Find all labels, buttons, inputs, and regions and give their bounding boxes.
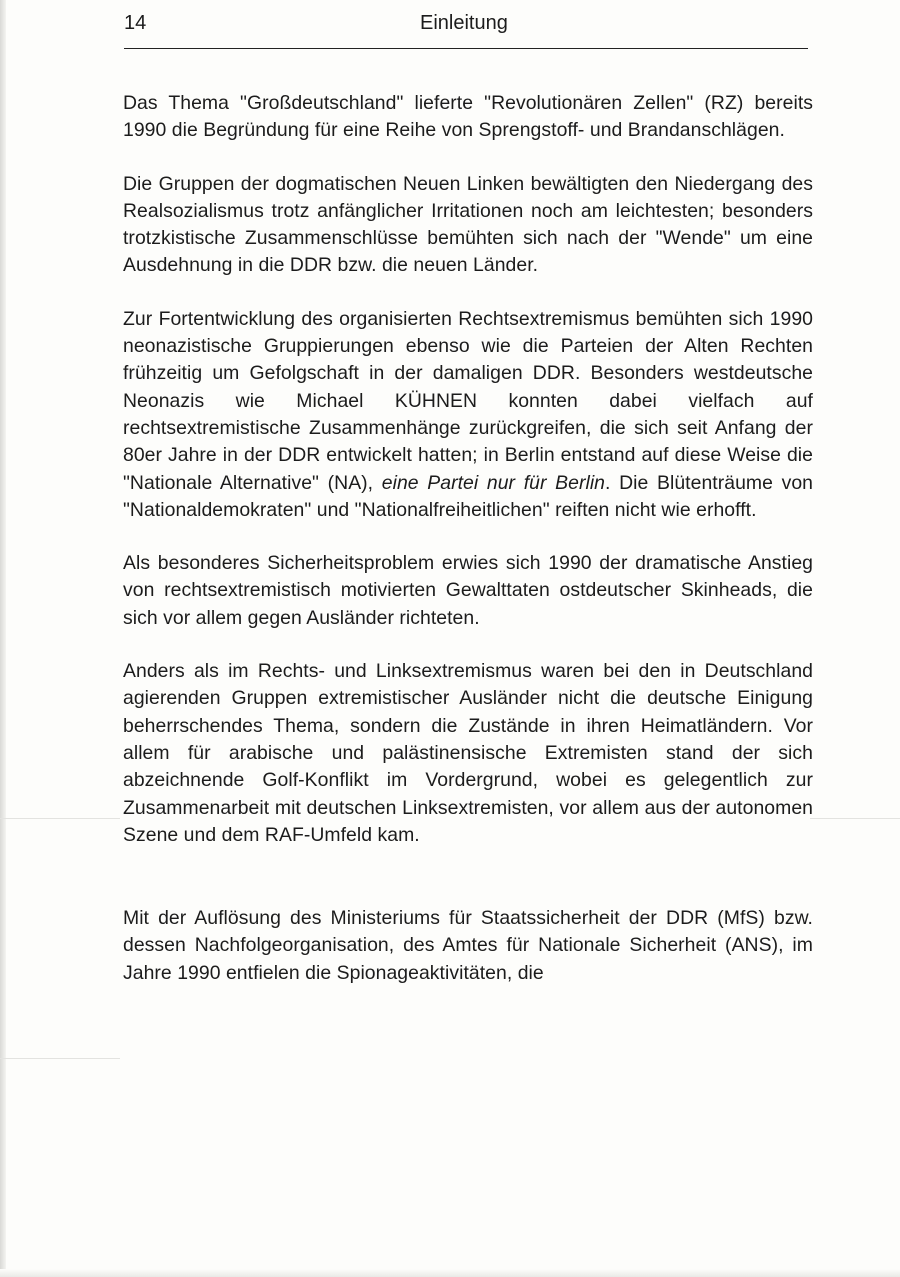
body-text [123,90,813,1013]
paragraph-rechtsextremismus-part1: Zur Fortentwicklung des organisierten Rechtsextremismus bemühten sich 1990 neonazistische Gruppierungen ebenso wie die Parteien der Alten Rechten frühzeitig um Gefolgschaft in der damaligen DDR. Besonders westdeutsche Neonazis wie Michael KÜHNEN konnten dabei vielfach auf rechtsextremistische Zusammenhänge zurückgreifen, die sich seit Anfang der 80er Jahre in der DDR entwickelt hatten; in Berlin entstand auf diese Weise die "Nationale Alternative" (NA), [123,307,813,494]
paragraph-skinheads: Als besonderes Sicherheitsproblem erwies sich 1990 der dramatische Anstieg von rechtsextremistisch motivierten Gewalttaten ostdeutscher Skinheads, die sich vor allem gegen Ausländer richteten. [123,552,813,629]
scan-artifact-line [0,818,120,819]
paragraph-auslaender: Anders als im Rechts- und Linksextremismus waren bei den in Deutschland agierenden Gruppen extremistischer Ausländer nicht die deutsche Einigung beherrschendes Thema, sondern die Zustände in ihren Heimatländern. Vor allem für arabische und palästinensische Extremisten stand der sich abzeichnende Golf-Konflikt im Vordergrund, wobei es gelegentlich zur Zusammenarbeit mit deutschen Linksextremisten, vor allem aus der autonomen Szene und dem RAF-Umfeld kam. [123,660,813,846]
header-rule [124,48,808,49]
chapter-title: Einleitung [420,12,508,34]
paragraph-mfs: Mit der Auflösung des Ministeriums für Staatssicherheit der DDR (MfS) bzw. dessen Nachfolgeorganisation, des Amtes für Nationale Sicherheit (ANS), im Jahre 1990 entfielen die Spionageaktivitäten, die [123,907,813,984]
paragraph-rz: Das Thema "Großdeutschland" lieferte "Revolutionären Zellen" (RZ) bereits 1990 die Begründung für eine Reihe von Sprengstoff- und Brandanschlägen. [123,92,813,142]
page-number: 14 [124,12,147,34]
scan-artifact-line [810,818,900,819]
paragraph-rechtsextremismus-italic: eine Partei nur für Berlin [381,471,606,494]
paragraph-rechtsextremismus [123,306,813,524]
scan-edge-shadow [0,0,6,1277]
scan-artifact-line [0,1058,120,1059]
scan-bottom-edge [0,1269,900,1277]
paragraph-rechtsextremismus-part2: . Die Blütenträume von "Nationaldemokraten" und "Nationalfreiheitlichen" reiften nicht wie erhofft. [123,471,814,521]
running-header [124,10,808,38]
paragraph-neue-linke: Die Gruppen der dogmatischen Neuen Linken bewältigten den Niedergang des Realsozialismus trotz anfänglicher Irritationen noch am leichtesten; besonders trotzkistische Zusammenschlüsse bemühten sich nach der "Wende" um eine Ausdehnung in die DDR bzw. die neuen Länder. [123,172,813,277]
